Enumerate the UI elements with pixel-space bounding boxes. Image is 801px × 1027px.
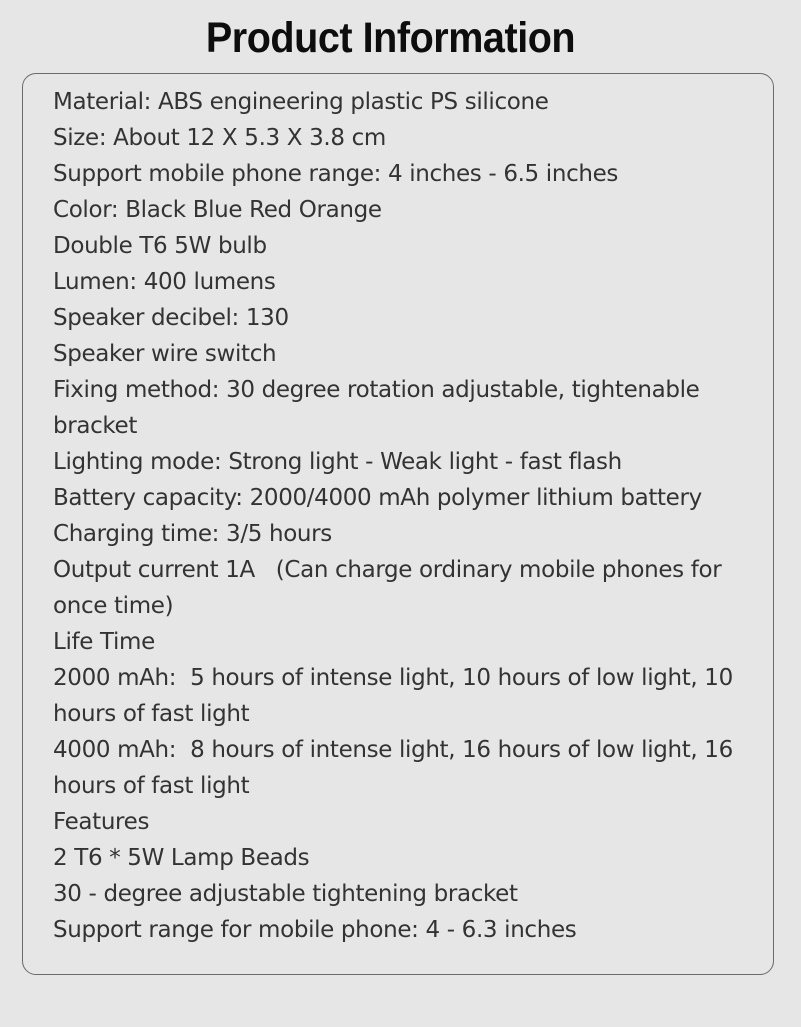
spec-line: Output current 1A (Can charge ordinary mobile phones for [53,557,722,583]
spec-line: 2000 mAh: 5 hours of intense light, 10 hours of low light, 10 [53,665,733,691]
spec-line: 2 T6 * 5W Lamp Beads [53,845,310,871]
spec-line: Life Time [53,629,155,655]
spec-line: bracket [53,413,138,439]
page-title: Product Information [205,14,576,62]
spec-line: Lumen: 400 lumens [53,269,276,295]
spec-line: Support mobile phone range: 4 inches - 6.5 inches [53,161,619,187]
spec-line: Battery capacity: 2000/4000 mAh polymer lithium battery [53,485,702,511]
spec-line: Lighting mode: Strong light - Weak light - fast flash [53,449,622,475]
spec-line: Support range for mobile phone: 4 - 6.3 inches [53,917,577,943]
spec-line: 30 - degree adjustable tightening bracket [53,881,518,907]
spec-line: hours of fast light [53,773,250,799]
spec-line: once time) [53,593,174,619]
spec-line: hours of fast light [53,701,250,727]
spec-line: Fixing method: 30 degree rotation adjustable, tightenable [53,377,700,403]
spec-line: Color: Black Blue Red Orange [53,197,382,223]
spec-line: 4000 mAh: 8 hours of intense light, 16 hours of low light, 16 [53,737,733,763]
spec-line: Material: ABS engineering plastic PS silicone [53,89,549,115]
spec-line: Double T6 5W bulb [53,233,267,259]
spec-line: Speaker decibel: 130 [53,305,289,331]
spec-line: Charging time: 3/5 hours [53,521,332,547]
spec-line: Size: About 12 X 5.3 X 3.8 cm [53,125,386,151]
spec-line: Features [53,809,150,835]
spec-line: Speaker wire switch [53,341,277,367]
spec-list [53,84,753,948]
